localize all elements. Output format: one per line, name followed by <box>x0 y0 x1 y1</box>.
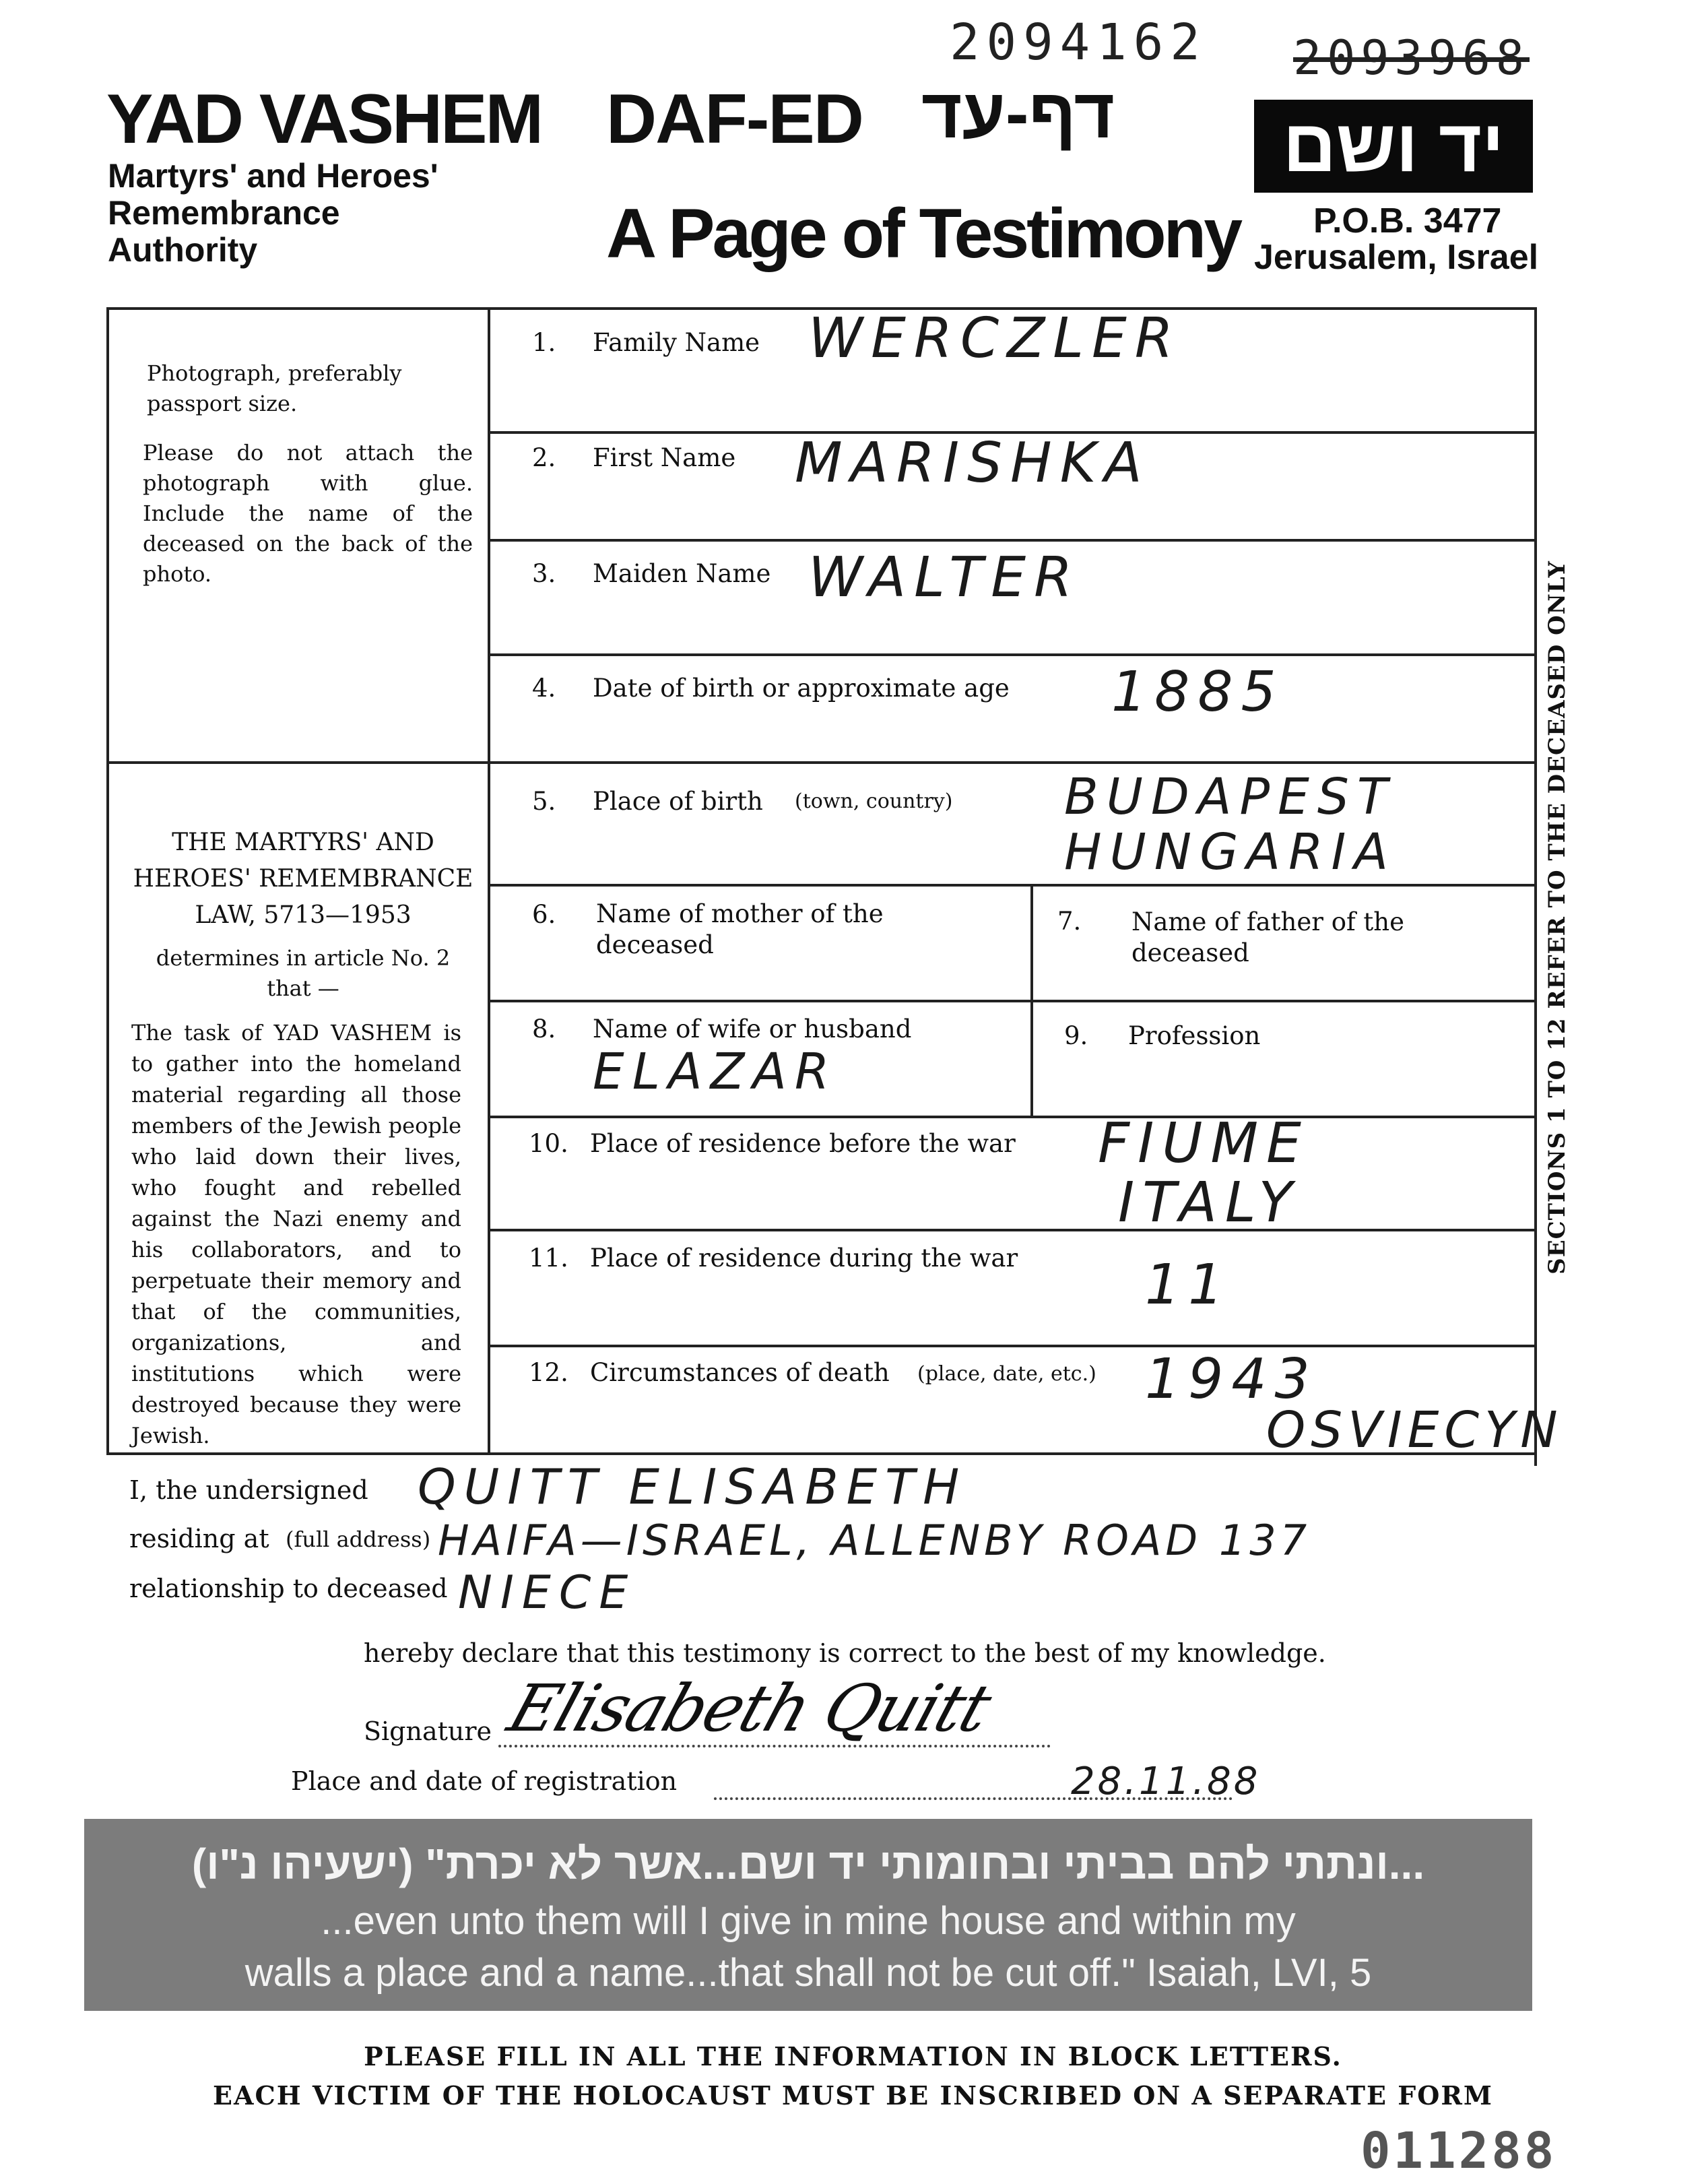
field-9-label: Profession <box>1128 1021 1261 1050</box>
undersigned-label: I, the undersigned <box>129 1475 368 1505</box>
field-7-number: 7. <box>1057 907 1082 936</box>
field-3-number: 3. <box>532 559 556 588</box>
field-1-label: Family Name <box>593 328 760 357</box>
row-divider-3 <box>489 653 1534 656</box>
death-circumstances-line1[interactable]: 1943 <box>1145 1347 1318 1411</box>
signature-label: Signature <box>364 1716 492 1746</box>
spouse-name-value[interactable]: ELAZAR <box>593 1043 838 1101</box>
residence-before-line2[interactable]: ITALY <box>1118 1171 1301 1235</box>
place-date-value[interactable]: 28.11.88 <box>1071 1760 1261 1803</box>
form-name-hebrew: דף-עד <box>921 75 1115 153</box>
frame-right-line <box>1534 307 1537 1466</box>
birth-place-line2[interactable]: HUNGARIA <box>1064 823 1396 881</box>
page-title: A Page of Testimony <box>606 195 1241 273</box>
frame-mid-line <box>488 307 490 1454</box>
field-1-number: 1. <box>532 328 556 357</box>
left-panel-divider <box>106 761 489 764</box>
law-task-text: The task of YAD VASHEM is to gather into the homeland material regarding all those members of the Jewish people who laid down their lives, who fought and rebelled against the Nazi enemy and his collaborators, and to perpetuate their memory and that of the communities, organizations, and institutions which were destroyed because they were Jewish. <box>131 1020 461 1448</box>
footer-instruction-2: EACH VICTIM OF THE HOLOCAUST MUST BE INSCRIBED ON A SEPARATE FORM <box>213 2080 1493 2111</box>
quote-banner <box>84 1819 1532 2011</box>
field-6-number: 6. <box>532 900 556 929</box>
frame-left-line <box>106 307 109 1454</box>
maiden-name-value[interactable]: WALTER <box>808 546 1081 610</box>
field-6-label: Name of mother of the deceased <box>596 899 884 959</box>
field-4-label: Date of birth or approximate age <box>593 674 1010 703</box>
field-5-number: 5. <box>532 787 556 816</box>
field-9-number: 9. <box>1064 1021 1088 1050</box>
field-12-number: 12. <box>529 1358 568 1387</box>
relationship-value[interactable]: NIECE <box>458 1566 636 1619</box>
undersigned-value[interactable]: QUITT ELISABETH <box>418 1458 968 1515</box>
banner-hebrew-quote: ...ונתתי להם בביתי ובחומותי יד ושם...אשר לא יכרת" (ישעיהו נ"ו) <box>191 1840 1425 1888</box>
residing-value[interactable]: HAIFA—ISRAEL, ALLENBY ROAD 137 <box>438 1516 1311 1565</box>
field-4-number: 4. <box>532 674 556 703</box>
field-5-label: Place of birth <box>593 787 763 816</box>
row-divider-5 <box>489 884 1534 887</box>
col-divider-6-7 <box>1030 884 1033 1117</box>
row-divider-2 <box>489 539 1534 542</box>
field-7-label: Name of father of the deceased <box>1131 907 1405 967</box>
photo-instructions: Please do not attach the photograph with glue. Include the name of the deceased on the back of the photo. <box>143 440 473 587</box>
field-11-label: Place of residence during the war <box>590 1244 1018 1273</box>
row-divider-6 <box>489 1000 1534 1002</box>
form-name-daf-ed: DAF-ED <box>606 80 863 158</box>
residing-label: residing at <box>129 1524 269 1553</box>
city: Jerusalem, Israel <box>1254 238 1539 277</box>
residing-note: (full address) <box>286 1527 431 1552</box>
serial-number-top: 2094162 <box>950 13 1207 71</box>
field-8-label: Name of wife or husband <box>593 1015 912 1043</box>
row-divider-4 <box>489 761 1534 764</box>
field-8-number: 8. <box>532 1015 556 1043</box>
field-10-number: 10. <box>529 1129 568 1158</box>
org-subtitle: Martyrs' and Heroes' Remembrance Authority <box>108 157 438 269</box>
birth-place-line1[interactable]: BUDAPEST <box>1064 768 1396 826</box>
birth-date-value[interactable]: 1885 <box>1111 660 1284 724</box>
serial-number-bottom: 011288 <box>1360 2122 1557 2180</box>
photo-title: Photograph, preferably passport size. <box>147 360 402 416</box>
family-name-value[interactable]: WERCZLER <box>808 307 1181 371</box>
po-box: P.O.B. 3477 <box>1313 201 1502 240</box>
declaration-text: hereby declare that this testimony is correct to the best of my knowledge. <box>364 1638 1326 1668</box>
field-2-label: First Name <box>593 443 736 472</box>
residence-before-line1[interactable]: FIUME <box>1098 1112 1309 1176</box>
row-divider-10 <box>489 1229 1534 1231</box>
org-name: YAD VASHEM <box>106 80 542 158</box>
yad-vashem-logo <box>1254 100 1533 193</box>
field-10-label: Place of residence before the war <box>590 1129 1016 1158</box>
signature-value[interactable]: Elisabeth Quitt <box>499 1671 999 1746</box>
field-3-label: Maiden Name <box>593 559 771 588</box>
residence-during-value[interactable]: 11 <box>1145 1253 1232 1317</box>
law-title: THE MARTYRS' AND HEROES' REMEMBRANCE LAW, 5713—1953 <box>133 829 473 929</box>
footer-instruction-1: PLEASE FILL IN ALL THE INFORMATION IN BLOCK LETTERS. <box>364 2041 1342 2071</box>
side-note-sections: SECTIONS 1 TO 12 REFER TO THE DECEASED ONLY <box>1544 560 1571 1275</box>
serial-number-struck: 2093968 <box>1293 30 1530 86</box>
banner-english-line2: walls a place and a name...that shall not be cut off." Isaiah, LVI, 5 <box>244 1951 1372 1995</box>
field-2-number: 2. <box>532 443 556 472</box>
death-circumstances-line2[interactable]: OSVIECYN <box>1266 1401 1563 1459</box>
first-name-value[interactable]: MARISHKA <box>795 431 1150 495</box>
law-determines: determines in article No. 2 that — <box>156 945 451 1001</box>
place-date-label: Place and date of registration <box>291 1766 678 1796</box>
logo-hebrew-text: יד ושם <box>1282 104 1505 187</box>
field-12-label: Circumstances of death <box>590 1358 890 1387</box>
row-divider-11 <box>489 1345 1534 1347</box>
row-divider-8 <box>489 1116 1534 1118</box>
field-5-note: (town, country) <box>795 790 953 813</box>
relationship-label: relationship to deceased <box>129 1574 448 1603</box>
field-11-number: 11. <box>529 1244 568 1273</box>
field-12-note: (place, date, etc.) <box>917 1362 1096 1386</box>
banner-english-line1: ...even unto them will I give in mine house and within my <box>321 1899 1296 1943</box>
